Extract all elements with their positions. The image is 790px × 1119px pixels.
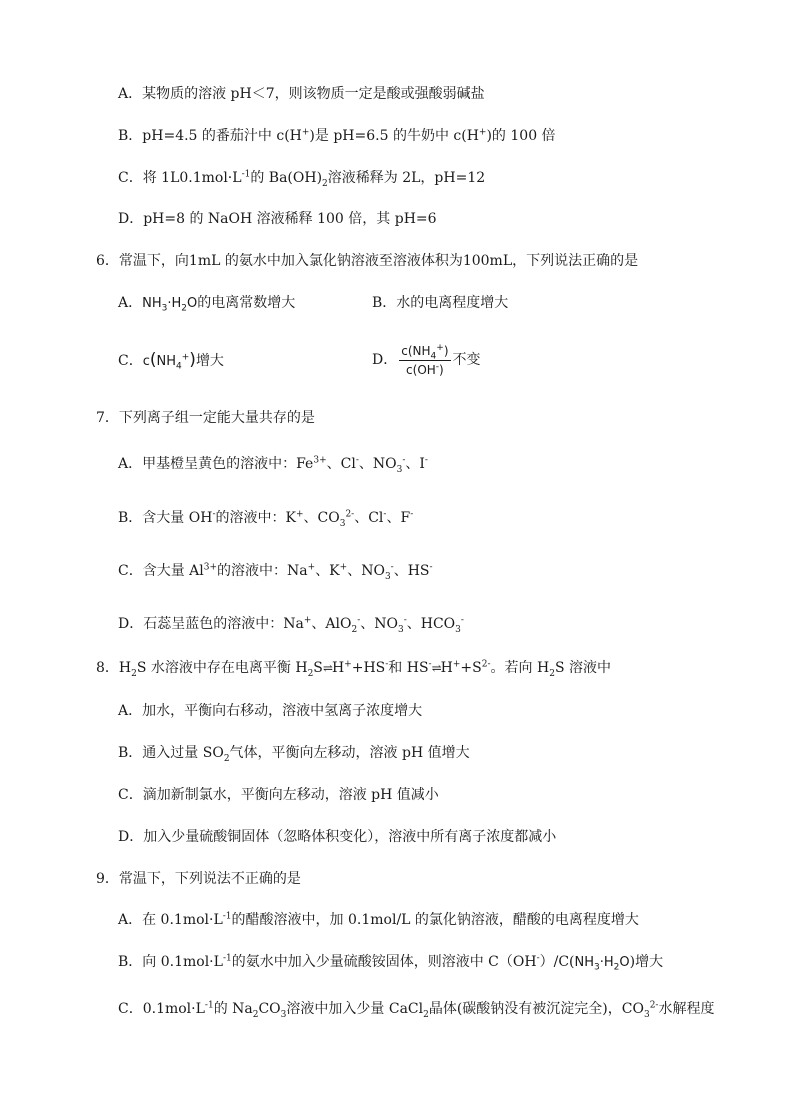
q6-option-b: B．水的电离程度增大 bbox=[372, 295, 509, 311]
q9-option-a: A．在 $0.1mol\cdot L^{-1}$的醋酸溶液中，加 0.1mol/L 的氯化钠溶液，醋酸的电离程度增大 bbox=[118, 911, 639, 928]
q7-option-a: A．甲基橙呈黄色的溶液中：$Fe^{3+}$、Cl-、$NO_3^-$、I- bbox=[118, 455, 428, 475]
q5-option-c: C．将 $1L0.1mol\cdot L^{-1}$的 $Ba(OH)_2$溶液稀释为 2L，pH=12 bbox=[118, 169, 486, 189]
equilibrium-arrow-icon: ⇌ bbox=[322, 661, 332, 675]
q8-option-b: B．通入过量 $SO_2$气体，平衡向左移动，溶液 pH 值增大 bbox=[118, 745, 470, 764]
q7-option-d: D．石蕊呈蓝色的溶液中：Na+、AlO$_2$-、$NO_3^-$、$HCO_3^-$ bbox=[118, 615, 464, 635]
q6-option-a: A．$NH_3\cdot H_2O$的电离常数增大 bbox=[118, 295, 296, 314]
q6-stem: 6．常温下，向1mL 的氨水中加入氯化钠溶液至溶液体积为100mL，下列说法正确的是 bbox=[96, 253, 639, 269]
q5-option-b: B．pH=4.5 的番茄汁中 c(H+)是 pH=6.5 的牛奶中 c(H+)的 100 倍 bbox=[118, 127, 556, 144]
q5-option-d: D．pH=8 的 NaOH 溶液稀释 100 倍，其 pH=6 bbox=[118, 211, 437, 227]
q7-stem: 7．下列离子组一定能大量共存的是 bbox=[96, 410, 315, 426]
q8-option-c: C．滴加新制氯水，平衡向左移动，溶液 pH 值减小 bbox=[118, 787, 439, 803]
q7-option-b: B．含大量 OH-的溶液中：K+、$CO_3^{2-}$、Cl-、F- bbox=[118, 509, 414, 529]
q9-option-b: B．向 $0.1mol\cdot L^{-1}$的氨水中加入少量硫酸铵固体，则溶液中 $C(OH^-)/C(NH_3\cdot H_2O)$增大 bbox=[118, 953, 664, 973]
q5-option-a: A．某物质的溶液 pH＜7，则该物质一定是酸或强酸弱碱盐 bbox=[118, 86, 485, 102]
concentration-ratio: $\frac{c(NH_4^+)}{c(OH^-)}$ bbox=[401, 342, 449, 377]
q8-option-d: D．加入少量硫酸铜固体（忽略体积变化），溶液中所有离子浓度都减小 bbox=[118, 829, 557, 845]
q7-option-c: C．含大量 $Al^{3+}$的溶液中：Na+、K+、$NO_3^-$、HS- bbox=[118, 562, 433, 582]
q9-stem: 9．常温下，下列说法不正确的是 bbox=[96, 871, 301, 887]
q6-option-c: C．$c(NH_4^+)$增大 bbox=[118, 350, 224, 372]
q8-stem: 8．$H_2S$ 水溶液中存在电离平衡 $H_2S\rightleftharpoons H^++HS^-$和 $HS^-\rightleftharpoons H^++S^{2-}$。若向 $H_2S$ 溶液中 bbox=[96, 659, 611, 679]
q6-option-d: D． $\frac{c(NH_4^+)}{c(OH^-)}$ 不变 bbox=[372, 342, 481, 377]
q8-option-a: A．加水，平衡向右移动，溶液中氢离子浓度增大 bbox=[118, 703, 423, 719]
q9-option-c: C．$0.1mol\cdot L^{-1}$的 $Na_2CO_3$溶液中加入少量 CaCl$_2$晶体(碳酸钠没有被沉淀完全)，$CO_3^{2-}$水解程度 bbox=[118, 1000, 715, 1020]
equilibrium-arrow-icon: ⇌ bbox=[431, 661, 441, 675]
